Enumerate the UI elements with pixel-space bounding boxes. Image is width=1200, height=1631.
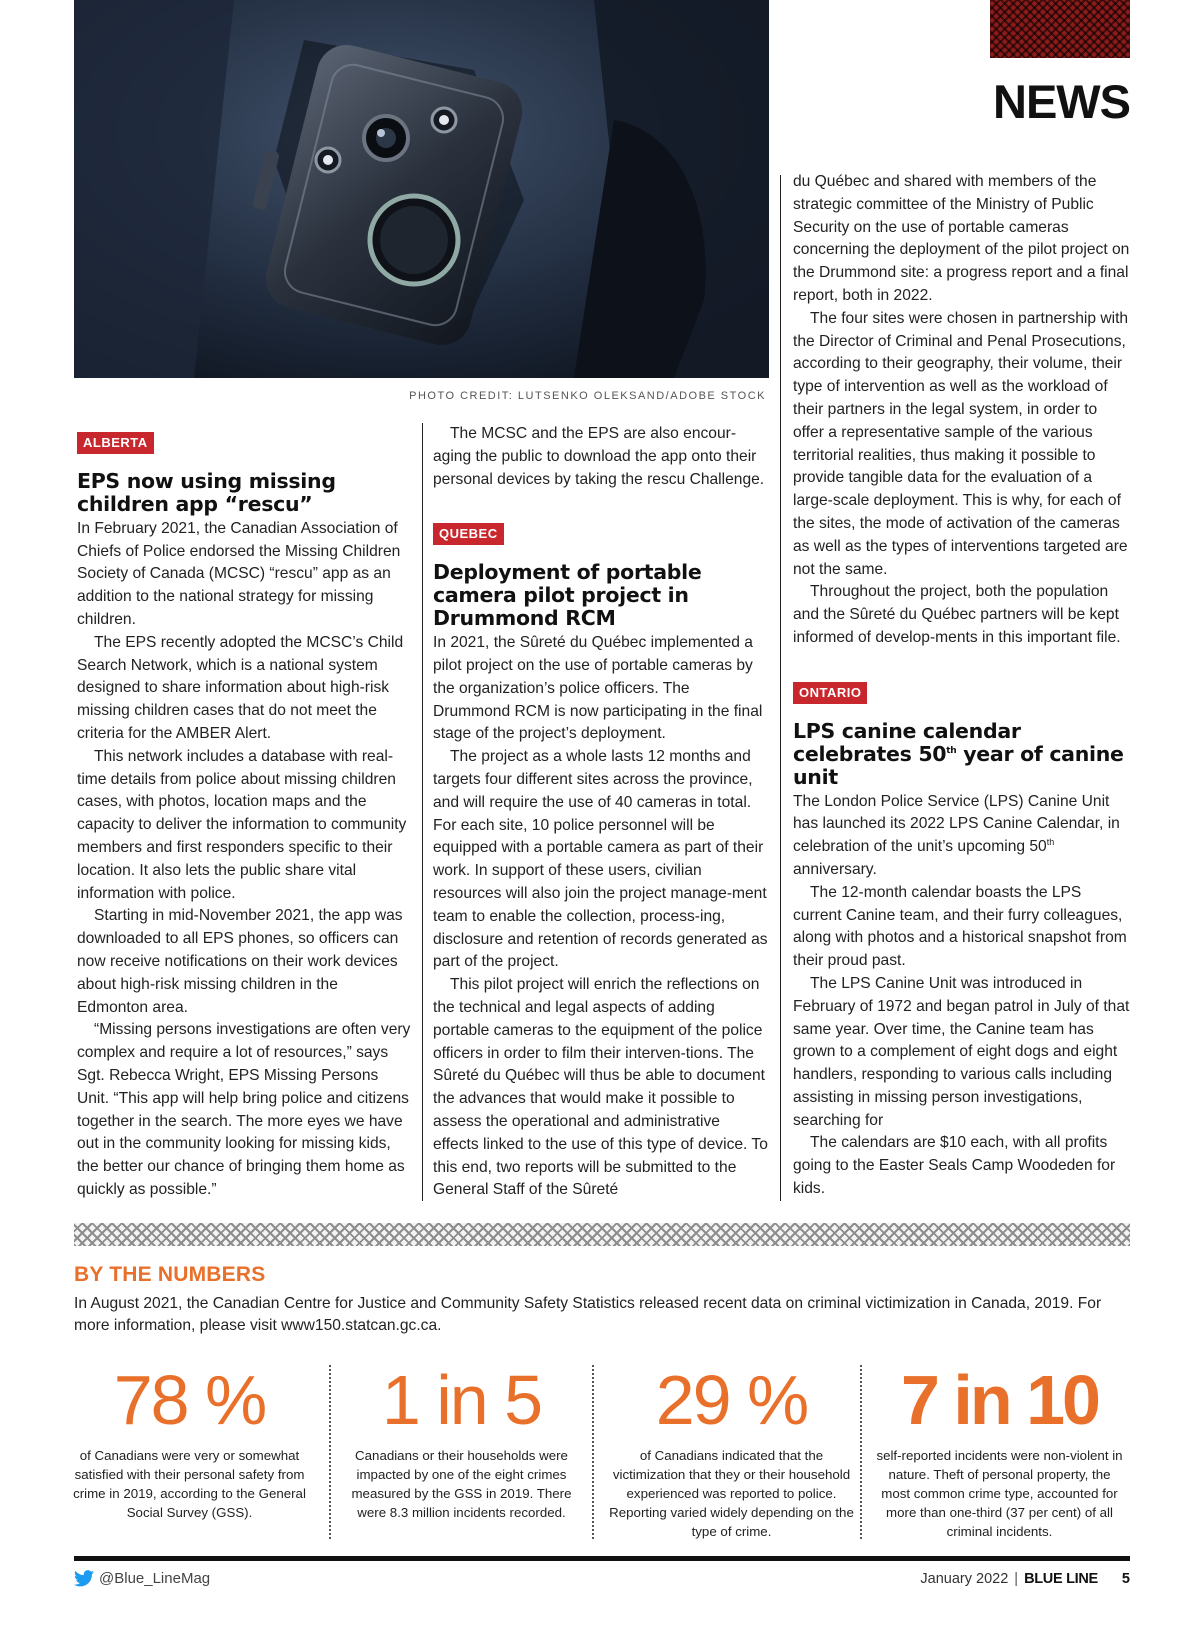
stat-divider [329,1365,331,1539]
footer-separator: | [1014,1571,1019,1587]
alberta-article [77,432,411,1202]
quebec-paragraph: The four sites were chosen in partnership with the Director of Criminal and Penal Prosecutions, according to their geography, their volume, their type of intervention as well as the workload of their partners in the legal system, in order to offer a representative sample of the various territorial realities, thus making it possible to provide tangible data for the evaluation of a large-scale deployment. This is why, for each of the sites, the mode of activation of the cameras as well as the types of interventions targeted are not the same. [793,309,1129,578]
by-the-numbers-intro: In August 2021, the Canadian Centre for Justice and Community Safety Statistics released recent data on criminal victimization in Canada, 2019. For more information, please visit www150.statcan.gc.ca. [74,1295,1102,1334]
quebec-headline: Deployment of portable camera pilot project in Drummond RCM [433,560,702,631]
twitter-icon [74,1570,94,1587]
stat-description: of Canadians indicated that the victimization that they or their household experienced was reported to police. Reporting varied widely depending on the type of crime. [609,1448,854,1539]
quebec-paragraph: The project as a whole lasts 12 months and targets four different sites across the province, and will require the use of 40 cameras in total. For each site, 10 police personnel will be equipped with a portable camera as part of their work. In support of these users, civilian resources will also join the project manage-ment team to enable the collection, process-ing, disclosure and retention of records generated as part of the project. [433,748,768,971]
alberta-paragraph: Starting in mid-November 2021, the app was downloaded to all EPS phones, so officers can now receive notifications on their work devices about high-risk missing children in the Edmonton area. [77,907,403,1016]
ontario-headline-text: year of canine unit [793,741,1124,789]
quebec-paragraph: This pilot project will enrich the reflections on the technical and legal aspects of adding portable cameras to the equipment of the police officers in order to film their interven-tions. The Sûreté du Québec will thus be able to document the advances that would make it possible to assess the operational and administrative effects linked to the use of this type of device. To this end, two reports will be submitted to the General Staff of the Sûreté [433,976,768,1199]
alberta-paragraph: This network includes a database with real-time details from police about missing children cases, with photos, location maps and the capacity to deliver the information to community members and first responders specific to their location. It also lets the public share vital information with police. [77,747,407,902]
ontario-tag: ONTARIO [793,682,867,704]
ontario-paragraph [793,791,1131,882]
photo-illustration [74,0,769,378]
footer-info [760,1571,1130,1587]
stat-block [604,1362,859,1541]
ontario-paragraph-text: anniversary. [793,860,877,878]
stat-block [62,1362,317,1522]
magazine-brand: BLUE LINE [1024,1571,1098,1587]
quebec-paragraph: Throughout the project, both the population and the Sûreté du Québec partners will be kept informed of develop-ments in this important file. [793,583,1121,646]
page-number: 5 [1121,1571,1130,1587]
stat-value: 1 in 5 [381,1361,542,1439]
ontario-paragraph: The calendars are $10 each, with all profits going to the Easter Seals Camp Woodeden for kids. [793,1134,1116,1198]
issue-date: January 2022 [920,1571,1009,1587]
stat-value: 78 % [113,1361,266,1439]
alberta-paragraph: The MCSC and the EPS are also encour-aging the public to download the app onto their personal devices by taking the rescu Challenge. [433,425,765,488]
stat-description: of Canadians were very or somewhat satisfied with their personal safety from crime in 2019, according to the General Social Survey (GSS). [73,1448,306,1520]
quebec-paragraph: In 2021, the Sûreté du Québec implemented a pilot project on the use of portable cameras by the organization’s police officers. The Drummond RCM is now participating in the final stage of the project’s deployment. [433,634,763,743]
ontario-headline-text: LPS canine calendar celebrates 50 [793,718,1021,766]
ontario-paragraph-sup: th [1046,836,1055,847]
stat-description: self-reported incidents were non-violent in nature. Theft of personal property, the most common crime type, accounted for more than one-third (37 per cent) of all criminal incidents. [876,1448,1123,1539]
middle-column [433,423,769,1202]
alberta-paragraph: The EPS recently adopted the MCSC’s Child Search Network, which is a national system designed to share information about high-risk missing children cases that do not meet the criteria for the AMBER Alert. [77,633,404,742]
twitter-handle: @Blue_LineMag [99,1570,211,1587]
right-column [793,171,1131,1201]
stat-description: Canadians or their households were impacted by one of the eight crimes measured by the GSS in 2019. There were 8.3 million incidents recorded. [351,1448,572,1520]
ontario-headline-sup: th [946,745,957,756]
footer-rule [74,1556,1130,1561]
news-pattern-block [990,0,1130,58]
by-the-numbers-title: BY THE NUMBERS [74,1263,266,1286]
stat-divider [860,1365,862,1539]
ontario-paragraph: The 12-month calendar boasts the LPS current Canine team, and their furry colleagues, along with photos and a historical snapshot from their proud past. [793,883,1127,970]
checker-divider [74,1223,1130,1246]
alberta-tag: ALBERTA [77,432,154,454]
body-camera-photo [74,0,769,378]
alberta-headline: EPS now using missing children app “rescu” [77,468,336,516]
twitter-link[interactable] [74,1570,210,1587]
ontario-paragraph: The LPS Canine Unit was introduced in February of 1972 and began patrol in July of that same year. Over time, the Canine team has grown to a complement of eight dogs and eight handlers, responding to various calls including assisting in missing person investigations, searching for [793,974,1130,1129]
stat-divider [592,1365,594,1539]
stat-block [872,1362,1127,1541]
stat-block [334,1362,589,1522]
ontario-headline [793,720,1131,789]
column-rule [780,175,781,1201]
quebec-paragraph: du Québec and shared with members of the strategic committee of the Ministry of Public Security on the use of portable cameras concerning the deployment of the pilot project on the Drummond site: a progress report and a final report, both in 2022. [793,173,1130,304]
quebec-tag: QUEBEC [433,523,504,545]
ontario-paragraph-text: The London Police Service (LPS) Canine Unit has launched its 2022 LPS Canine Calendar, in celebration of the unit’s upcoming 50 [793,792,1120,856]
stat-value: 29 % [655,1361,808,1439]
section-title: NEWS [993,75,1130,128]
column-rule [422,423,423,1201]
stat-value: 7 in 10 [901,1361,1098,1439]
photo-credit: PHOTO CREDIT: LUTSENKO OLEKSAND/ADOBE STOCK [409,390,766,402]
alberta-paragraph: “Missing persons investigations are often very complex and require a lot of resources,” says Sgt. Rebecca Wright, EPS Missing Persons Unit. “This app will help bring police and citizens together in the search. The more eyes we have out in the community looking for missing kids, the better our chance of bringing them home as quickly as possible.” [77,1021,411,1198]
alberta-paragraph: In February 2021, the Canadian Association of Chiefs of Police endorsed the Missing Children Society of Canada (MCSC) “rescu” app as an addition to the national strategy for missing children. [77,519,401,628]
